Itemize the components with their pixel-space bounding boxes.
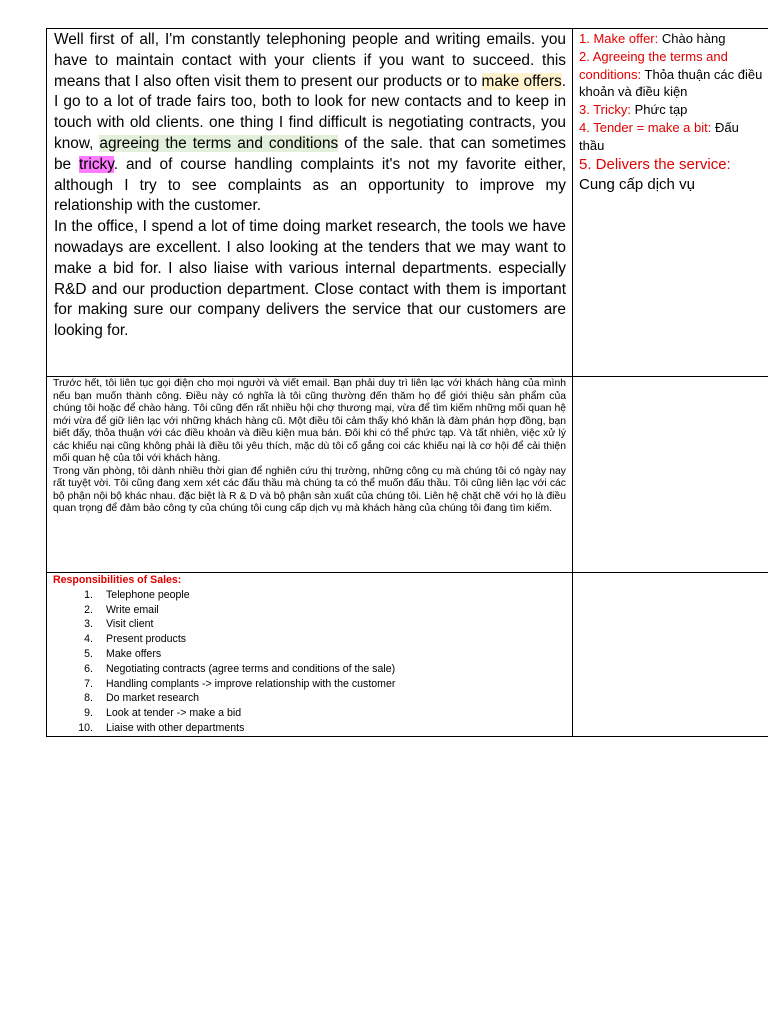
english-paragraph-1: [54, 30, 566, 217]
list-number: 3.: [84, 618, 93, 631]
list-item: [53, 632, 568, 647]
vocabulary-list: [573, 29, 768, 377]
list-text: Make offers: [106, 647, 162, 660]
list-text: Handling complants -> improve relationship with the customer: [106, 677, 396, 690]
list-number: 10.: [78, 721, 93, 734]
responsibilities-section: [47, 573, 573, 737]
vocab-item: [579, 155, 765, 196]
list-item: [53, 647, 568, 662]
row-english: [47, 29, 768, 377]
english-text-segment: . I go to a lot of trade fairs too, both to look for new contacts and to keep in touch with old clients. one thing I find difficult is negotiating contracts, you know,: [54, 72, 567, 152]
list-number: 9.: [84, 707, 93, 720]
list-text: Look at tender -> make a bid: [106, 707, 242, 720]
vietnamese-paragraph-1: Trước hết, tôi liên tục gọi điện cho mọi người và viết email. Bạn phải duy trì liên lạc với khách hàng của mình nếu bạn muốn thành công. Điều này có nghĩa là tôi cũng thường đến thăm họ để giới thiệu sản phẩm của chúng tôi hoặc để chào hàng. Tôi cũng đến rất nhiều hội chợ thương mại, vừa để tìm kiếm những mối quan hệ mới vừa để giữ liên lạc với những khách hàng cũ. Một điều tôi cảm thấy khó khăn là đàm phán hợp đồng, bạn biết đấy, thỏa thuận với các điều khoản và điều kiện mua bán. Đôi khi có thể phức tạp. Và tất nhiên, việc xử lý các khiếu nại cũng không phải là điều tôi yêu thích, mặc dù tôi cố gắng coi các khiếu nại là cơ hội để cải thiện mối quan hệ của tôi với khách hàng.: [53, 378, 566, 464]
list-number: 6.: [84, 662, 93, 675]
list-number: 4.: [84, 633, 93, 646]
vocab-meaning: Đấu thầu: [579, 119, 739, 153]
list-number: 8.: [84, 692, 93, 705]
vocab-meaning: Phức tạp: [634, 102, 688, 118]
row-vietnamese: [47, 377, 768, 573]
highlight-tricky: tricky: [79, 155, 114, 173]
list-item: [53, 662, 568, 677]
list-number: 5.: [84, 647, 93, 660]
highlight-make-offers: make offers: [481, 72, 562, 90]
vocab-meaning: Chào hàng: [661, 31, 726, 46]
responsibilities-title: Responsibilities of Sales:: [53, 574, 182, 586]
list-item: [53, 588, 568, 603]
english-paragraph-2: In the office, I spend a lot of time doing market research, the tools we have nowadays are excellent. I also looking at the tenders that we may want to make a bid for. I also liaise with various internal departments. especially R&D and our production department. Close contact with them is important for making sure our company delivers the service that our customers are looking for.: [54, 218, 566, 340]
list-number: 2.: [84, 603, 93, 616]
list-text: Present products: [106, 633, 187, 646]
vocab-term: 1. Make offer:: [579, 31, 662, 46]
list-text: Write email: [106, 603, 159, 616]
english-text-segment: Well first of all, I'm constantly telephoning people and writing emails. you have to maintain contact with your clients if you want to succeed. this means that I also often visit them to present our products or to: [54, 31, 566, 90]
vocab-meaning: Cung cấp dịch vụ: [579, 176, 695, 194]
list-text: Do market research: [106, 692, 200, 705]
list-text: Liaise with other departments: [106, 721, 245, 734]
list-text: Visit client: [106, 618, 154, 631]
row-responsibilities: [47, 573, 768, 737]
list-item: [53, 617, 568, 632]
list-text: Negotiating contracts (agree terms and conditions of the sale): [106, 662, 396, 675]
vocab-term: 3. Tricky:: [579, 102, 635, 118]
list-number: 7.: [84, 677, 93, 690]
vocab-term: 2. Agreeing the terms and conditions:: [579, 48, 728, 82]
document-table: [46, 28, 768, 737]
vocab-item: [579, 119, 765, 155]
vocab-item: [579, 30, 765, 48]
english-passage: [47, 29, 573, 377]
vietnamese-translation: [47, 377, 573, 573]
list-number: 1.: [84, 588, 93, 601]
list-text: Telephone people: [106, 588, 190, 601]
list-item: [53, 721, 568, 736]
vocab-item: [579, 101, 765, 119]
vietnamese-paragraph-2: Trong văn phòng, tôi dành nhiều thời gian để nghiên cứu thị trường, những công cụ mà chúng tôi có ngày nay rất tuyệt vời. Tôi cũng đang xem xét các đấu thầu mà chúng ta có thể muốn đấu thầu. Tôi cũng liên lạc với các bộ phận nội bộ khác nhau. đặc biệt là R & D và bộ phận sản xuất của chúng tôi. Liên hệ chặt chẽ với họ là điều quan trọng để đảm bảo công ty của chúng tôi cung cấp dịch vụ mà khách hàng của chúng tôi đang tìm kiếm.: [53, 465, 566, 514]
empty-cell: [573, 573, 768, 737]
english-text-segment: of the sale. that can sometimes be: [54, 134, 566, 173]
vocab-term: 5. Delivers the service:: [579, 155, 731, 173]
list-item: [53, 691, 568, 706]
responsibilities-list: [53, 588, 568, 736]
list-item: [53, 603, 568, 618]
list-item: [53, 677, 568, 692]
empty-cell: [573, 377, 768, 573]
vocab-term: 4. Tender = make a bit:: [579, 119, 715, 135]
highlight-agreeing-terms: agreeing the terms and conditions: [99, 134, 339, 152]
english-text-segment: . and of course handling complaints it's not my favorite either, although I try to see complaints as an opportunity to improve my relationship with the customer.: [54, 155, 567, 215]
vocab-item: [579, 48, 765, 101]
vocab-meaning: Thỏa thuận các điều khoản và điều kiện: [579, 66, 763, 100]
list-item: [53, 706, 568, 721]
